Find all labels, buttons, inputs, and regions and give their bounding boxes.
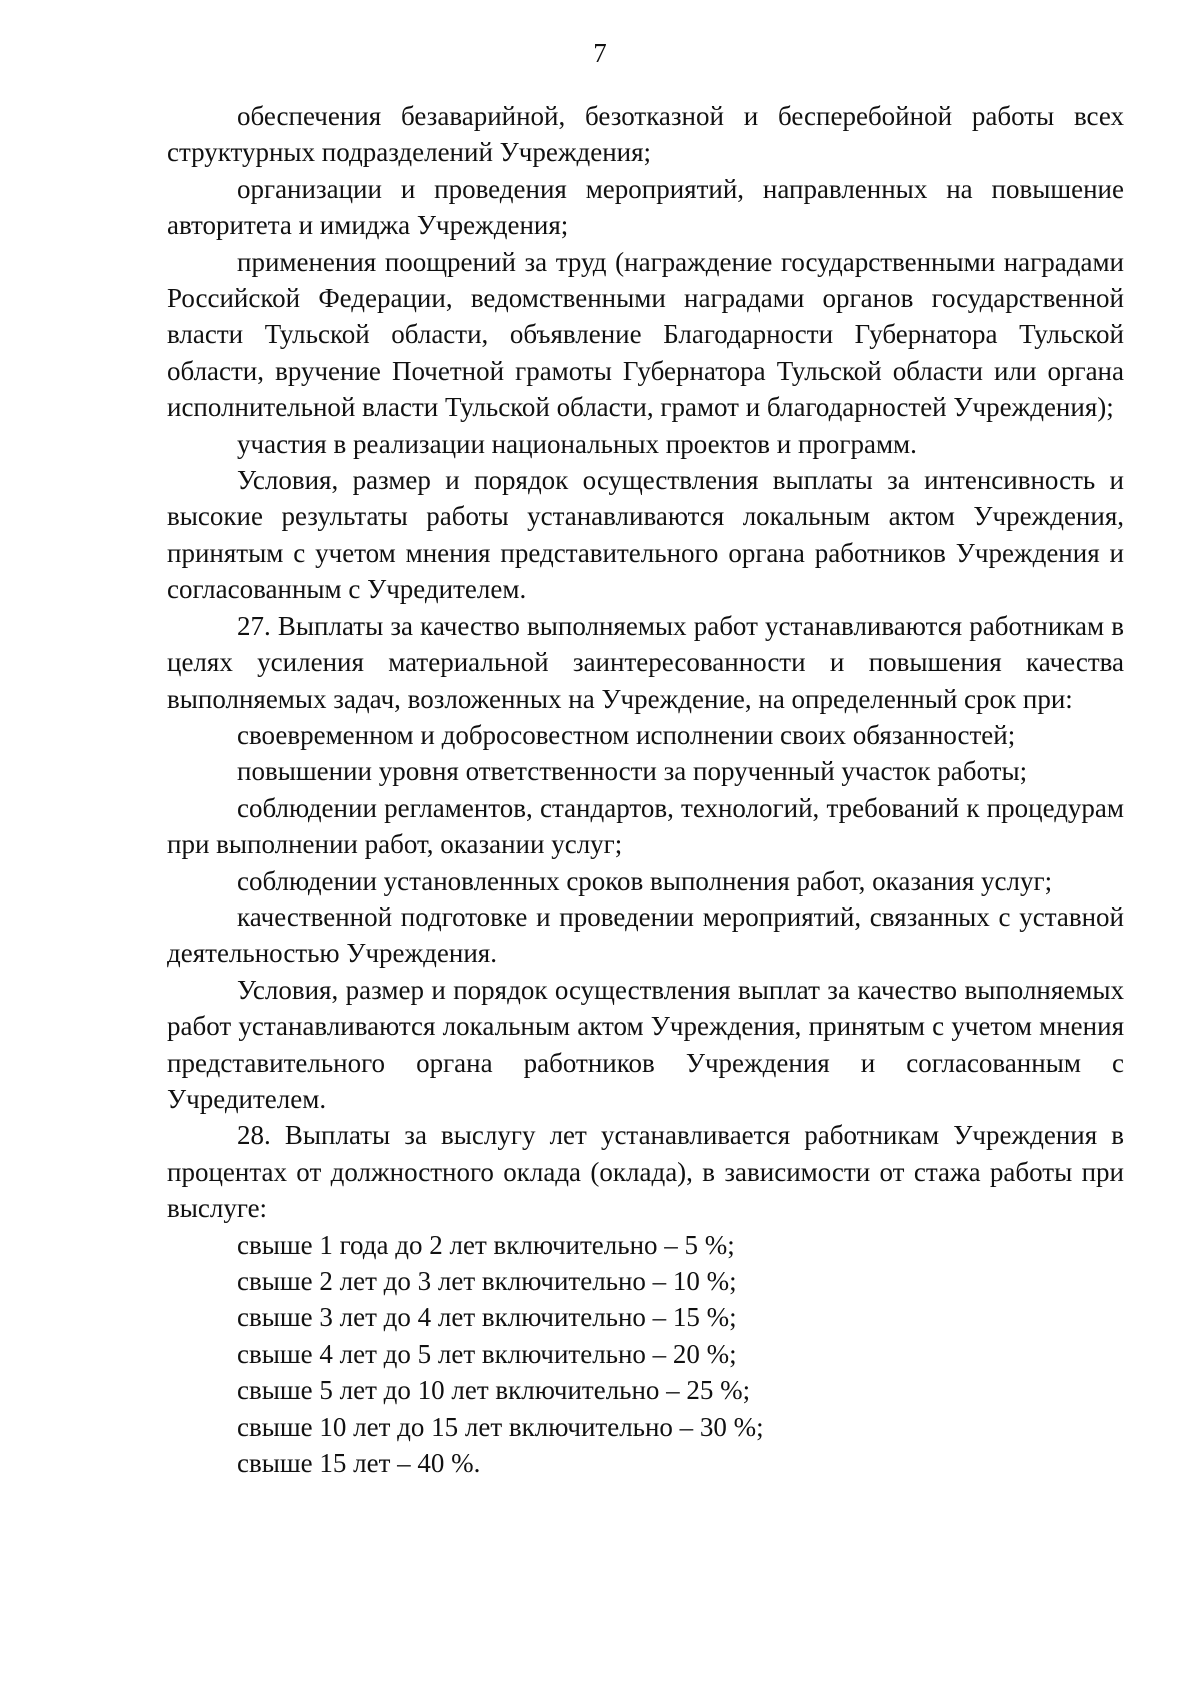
seniority-list bbox=[167, 1227, 1124, 1482]
list-item: свыше 10 лет до 15 лет включительно – 30 %; bbox=[237, 1411, 764, 1442]
list-item: свыше 2 лет до 3 лет включительно – 10 %; bbox=[237, 1266, 737, 1296]
list-item: свыше 1 года до 2 лет включительно – 5 %; bbox=[237, 1229, 735, 1260]
page-number: 7 bbox=[593, 38, 607, 68]
paragraph-7: своевременном и добросовестном исполнении своих обязанностей; bbox=[237, 719, 1016, 750]
paragraph-5: Условия, размер и порядок осуществления выплаты за интенсивность и высокие результаты работы устанавливаются локальным актом Учреждения, принятым с учетом мнения представительного органа работников Учреждения и согласованным с Учредителем. bbox=[167, 465, 1124, 605]
paragraph-6-section-27: 27. Выплаты за качество выполняемых работ устанавливаются работникам в целях усиления материальной заинтересованности и повышения качества выполняемых задач, возложенных на Учреждение, на определенный срок при: bbox=[167, 610, 1124, 714]
paragraph-4: участия в реализации национальных проектов и программ. bbox=[237, 428, 917, 459]
paragraph-3: применения поощрений за труд (награждение государственными наградами Российской Федерации, ведомственными наградами органов государственной власти Тульской области, объявление Благодарности Губернатора Тульской области, вручение Почетной грамоты Губернатора Тульской области или органа исполнительной власти Тульской области, грамот и благодарностей Учреждения); bbox=[167, 246, 1124, 423]
paragraph-9: соблюдении регламентов, стандартов, технологий, требований к процедурам при выполнении работ, оказании услуг; bbox=[167, 792, 1124, 860]
document-body bbox=[167, 98, 1124, 1481]
paragraph-1: обеспечения безаварийной, безотказной и бесперебойной работы всех структурных подразделений Учреждения; bbox=[167, 101, 1124, 168]
list-item: свыше 15 лет – 40 %. bbox=[237, 1448, 481, 1479]
paragraph-2: организации и проведения мероприятий, направленных на повышение авторитета и имиджа Учреждения; bbox=[167, 173, 1124, 241]
list-item: свыше 3 лет до 4 лет включительно – 15 %; bbox=[237, 1302, 737, 1333]
paragraph-13-section-28: 28. Выплаты за выслугу лет устанавливается работникам Учреждения в процентах от должностного оклада (оклада), в зависимости от стажа работы при выслуге: bbox=[167, 1120, 1124, 1224]
list-item: свыше 5 лет до 10 лет включительно – 25 %; bbox=[237, 1375, 751, 1406]
paragraph-8: повышении уровня ответственности за порученный участок работы; bbox=[237, 756, 1028, 787]
paragraph-12: Условия, размер и порядок осуществления выплат за качество выполняемых работ устанавливаются локальным актом Учреждения, принятым с учетом мнения представительного органа работников Учреждения и согласованным с Учредителем. bbox=[167, 974, 1124, 1114]
list-item: свыше 4 лет до 5 лет включительно – 20 %; bbox=[237, 1338, 737, 1369]
paragraph-11: качественной подготовке и проведении мероприятий, связанных с уставной деятельностью Учреждения. bbox=[167, 901, 1124, 969]
paragraph-10: соблюдении установленных сроков выполнения работ, оказания услуг; bbox=[237, 865, 1053, 896]
